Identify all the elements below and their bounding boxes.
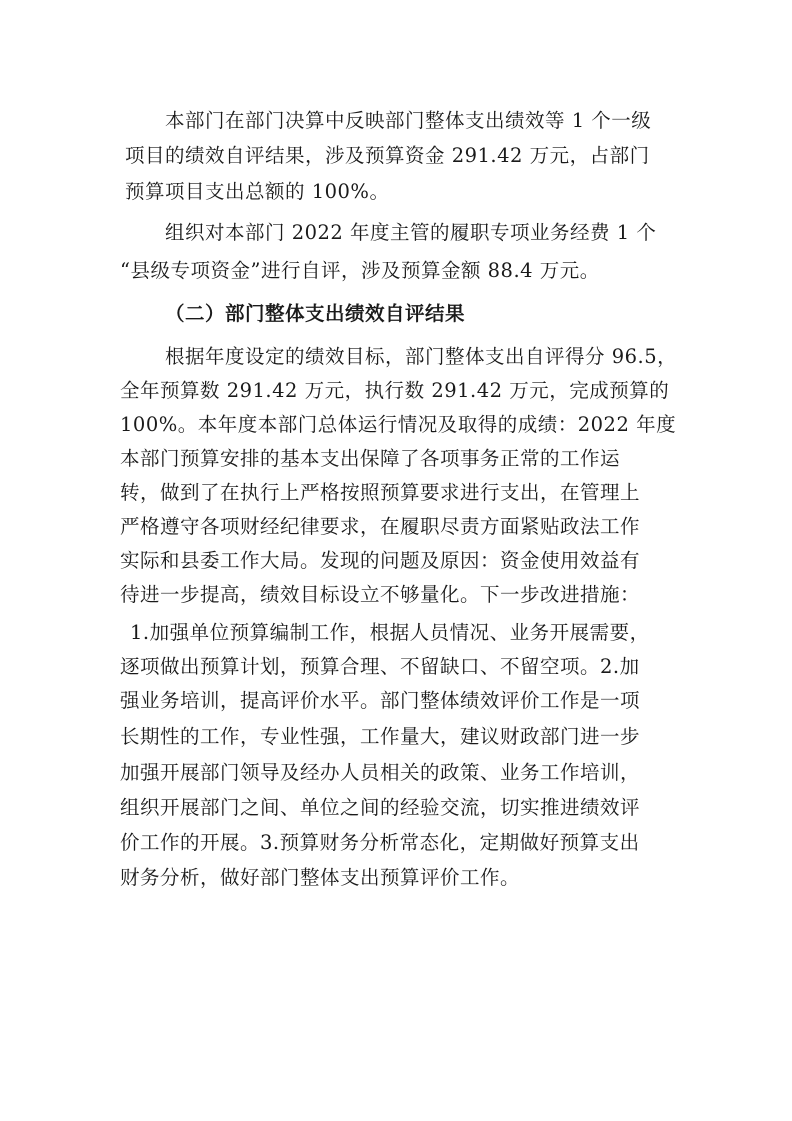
- paragraph-3-line-1: 根据年度设定的绩效目标，部门整体支出自评得分 96.5，: [165, 345, 678, 368]
- paragraph-3-line-16: 财务分析，做好部门整体支出预算评价工作。: [120, 866, 521, 889]
- paragraph-3-line-15: 价工作的开展。3.预算财务分析常态化，定期做好预算支出: [120, 831, 640, 854]
- paragraph-3-line-6: 严格遵守各项财经纪律要求，在履职尽责方面紧贴政法工作: [120, 515, 641, 538]
- paragraph-3-line-9: 1.加强单位预算编制工作，根据人员情况、业务开展需要，: [130, 621, 650, 644]
- paragraph-3-line-2: 全年预算数 291.42 万元，执行数 291.42 万元，完成预算的: [120, 379, 670, 402]
- paragraph-3-line-8: 待进一步提高，绩效目标设立不够量化。下一步改进措施：: [120, 583, 641, 606]
- paragraph-3-line-3: 100%。本年度本部门总体运行情况及取得的成绩：2022 年度: [120, 413, 677, 436]
- paragraph-3-line-10: 逐项做出预算计划，预算合理、不留缺口、不留空项。2.加: [120, 655, 640, 678]
- section-heading: （二）部门整体支出绩效自评结果: [165, 302, 466, 325]
- paragraph-3-line-14: 组织开展部门之间、单位之间的经验交流，切实推进绩效评: [120, 796, 641, 819]
- paragraph-2-line-1: 组织对本部门 2022 年度主管的履职专项业务经费 1 个: [165, 221, 657, 244]
- paragraph-3-line-11: 强业务培训，提高评价水平。部门整体绩效评价工作是一项: [120, 689, 641, 712]
- paragraph-1-line-2: 项目的绩效自评结果，涉及预算资金 291.42 万元，占部门: [125, 144, 650, 167]
- paragraph-1-line-1: 本部门在部门决算中反映部门整体支出绩效等 1 个一级: [165, 109, 652, 132]
- paragraph-2-line-2: “县级专项资金”进行自评，涉及预算金额 88.4 万元。: [120, 259, 600, 282]
- paragraph-3-line-13: 加强开展部门领导及经办人员相关的政策、业务工作培训，: [120, 761, 641, 784]
- paragraph-3-line-4: 本部门预算安排的基本支出保障了各项事务正常的工作运: [120, 447, 621, 470]
- paragraph-3-line-12: 长期性的工作，专业性强，工作量大，建议财政部门进一步: [120, 725, 641, 748]
- paragraph-1-line-3: 预算项目支出总额的 100%。: [125, 180, 390, 203]
- paragraph-3-line-7: 实际和县委工作大局。发现的问题及原因：资金使用效益有: [120, 549, 641, 572]
- paragraph-3-line-5: 转，做到了在执行上严格按照预算要求进行支出，在管理上: [120, 481, 641, 504]
